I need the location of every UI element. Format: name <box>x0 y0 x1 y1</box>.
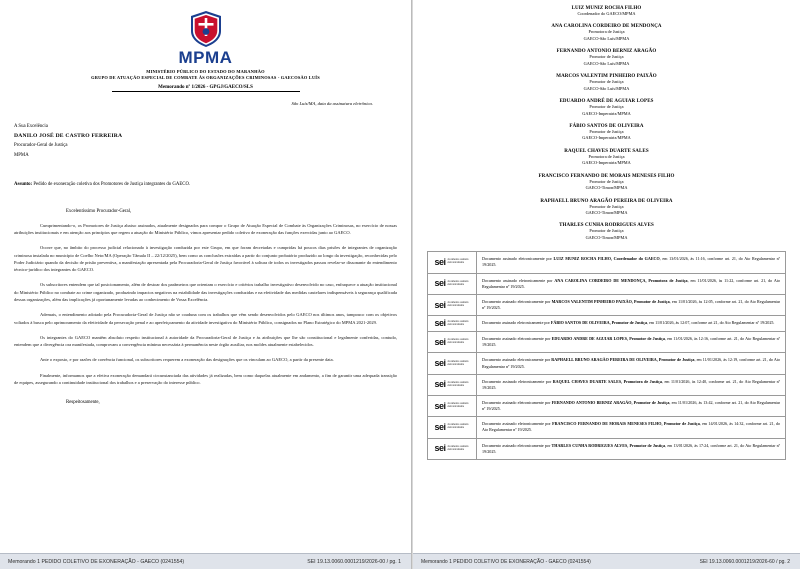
stamp-person: FERNANDO ANTONIO BERNIZ ARAGÃO, Promotor de Justiça <box>551 400 670 405</box>
stamp-person: FÁBIO SANTOS DE OLIVEIRA, Promotor de Justiça <box>550 320 647 326</box>
signature-entry <box>427 74 786 92</box>
signature-entry <box>427 199 786 217</box>
signature-role: Promotor de Justiça <box>589 104 624 110</box>
signature-entry <box>427 174 786 192</box>
sei-signature-stamp <box>427 375 786 396</box>
signature-entry <box>427 6 786 17</box>
mpma-crest-icon <box>189 10 223 48</box>
body-paragraph: Ocorre que, no âmbito do processo judicial relacionado à investigação conduzida por este Grupo, em que foram decretadas e cumpridas há poucos dias prisões de integrantes de organização criminosa instalada no município de Coelho Neto/MA (Operação Tâmala II – 22/12/2025), bem como as conclusões extraídas a partir do conjunto probatório produzido ao longo da investigação, reconhecidas pelo Poder Judiciário quando da decisão de prisão preventiva, a manifestação apresentada pela Procuradoria-Geral de Justiça favorável à soltura de todos os investigados passou revelar-se dissonante do entendimento técnico-jurídico dos integrantes do GAECO. <box>14 245 397 273</box>
stamp-prefix: Documento assinado eletronicamente por <box>482 320 551 326</box>
sei-badge-caption: documento assinado eletronicamente <box>447 359 469 366</box>
sei-badge-icon <box>428 332 477 352</box>
footer-sei-reference: SEI 19.13.0060.0001219/2026-00 / pg. 1 <box>307 558 401 565</box>
signature-role: Promotor de Justiça <box>589 128 624 134</box>
signature-name: EDUARDO ANDRÉ DE AGUIAR LOPES <box>559 99 654 105</box>
addressee-line-1: A Sua Excelência <box>14 123 48 129</box>
letterhead-logo <box>14 10 397 66</box>
sei-stamp-text <box>477 396 785 416</box>
sei-badge-caption: documento assinado eletronicamente <box>447 380 469 387</box>
vocative: Excelentíssimo Procurador-Geral, <box>66 208 132 214</box>
sei-stamp-text <box>477 332 785 352</box>
sei-signature-stamp <box>427 252 786 273</box>
institution-line-1: MINISTÉRIO PÚBLICO DO ESTADO DO MARANHÃO <box>146 69 265 74</box>
stamp-suffix: , em 11/01/2026, às 11:22, conforme art. 21, do Ato Regulamentar nº 19/2025. <box>482 277 781 289</box>
stamp-suffix: , em 11/01/2026, às 13:42, conforme art. 21, do Ato Regulamentar nº 19/2025. <box>482 400 780 412</box>
signature-entry <box>427 49 786 67</box>
logo-acronym: MPMA <box>178 48 233 67</box>
sei-badge-acronym: sei <box>434 443 446 454</box>
sei-badge-acronym: sei <box>434 299 446 310</box>
signature-entry <box>427 223 786 241</box>
signature-entry <box>427 99 786 117</box>
sei-badge-caption: documento assinado eletronicamente <box>447 423 469 430</box>
footer-document-label: Memorando 1 PEDIDO COLETIVO DE EXONERAÇÃO - GAECO (0241554) <box>8 558 185 565</box>
stamp-prefix: Documento assinado eletronicamente por <box>482 421 553 427</box>
signature-name: FERNANDO ANTONIO BERNIZ ARAGÃO <box>556 49 657 55</box>
sei-stamp-text <box>477 316 785 331</box>
signature-name: FRANCISCO FERNANDO DE MORAIS MENESES FILHO <box>538 173 675 179</box>
sei-stamp-text <box>477 417 785 437</box>
sei-badge-icon <box>428 353 477 373</box>
sei-badge-icon <box>428 274 477 294</box>
electronic-signature-stamps <box>427 251 786 460</box>
stamp-suffix: , em 11/01/2026, às 12:07, conforme art 21, do Ato Regulamentar nº 19/2025. <box>647 320 775 326</box>
sei-badge-acronym: sei <box>434 278 446 289</box>
sei-badge-acronym: sei <box>434 318 446 329</box>
signature-role: Promotor de Justiça <box>589 203 624 209</box>
stamp-prefix: Documento assinado eletronicamente por <box>482 298 552 304</box>
sei-signature-stamp <box>427 332 786 353</box>
sei-stamp-text <box>477 375 785 395</box>
stamp-person: EDUARDO ANDRE DE AGUIAR LOPES, Promotor de Justiça <box>551 336 665 342</box>
stamp-prefix: Documento assinado eletronicamente por <box>482 400 552 405</box>
sei-badge-icon <box>428 375 477 395</box>
signature-role: Promotor de Justiça <box>589 54 624 60</box>
sei-stamp-text <box>477 295 785 315</box>
sei-badge-icon <box>428 396 477 416</box>
signature-entry <box>427 24 786 42</box>
stamp-prefix: Documento assinado eletronicamente por <box>482 378 553 384</box>
signature-unit: GAECO-Imperatriz/MPMA <box>582 160 631 166</box>
stamp-prefix: Documento assinado eletronicamente por <box>482 357 552 363</box>
footer-document-label: Memorando 1 PEDIDO COLETIVO DE EXONERAÇÃO - GAECO (0241554) <box>421 558 591 565</box>
signature-name: THARLES CUNHA RODRIGUES ALVES <box>559 223 654 229</box>
sei-badge-icon <box>428 417 477 437</box>
sei-badge-icon <box>428 439 477 459</box>
signature-role: Coordenador do GAECO/MPMA <box>577 11 636 16</box>
stamp-person: RAPHAELL BRUNO ARAGÃO PEREIRA DE OLIVEIRA, Promotor de Justiça <box>551 357 695 363</box>
body-paragraph: Cumprimentando-o, os Promotores de Justiça abaixo assinados, atualmente designados para compor o Grupo de Atuação Especial de Combate às Organizações Criminosas, no exercício de nossas atribuições institucionais e em atenção aos princípios que regem a atuação do Ministério Público, vimos apresentar pedido coletivo de exoneração das funções exercidas junto ao GAECO. <box>14 222 397 235</box>
signature-name: FÁBIO SANTOS DE OLIVEIRA <box>569 123 644 129</box>
signature-role: Promotor de Justiça <box>589 228 624 234</box>
sei-badge-caption: documento assinado eletronicamente <box>447 402 469 409</box>
sei-badge-caption: documento assinado eletronicamente <box>447 279 469 286</box>
signature-name: ANA CAROLINA CORDEIRO DE MENDONÇA <box>551 24 662 30</box>
signature-unit: GAECO-Imperatriz/MPMA <box>582 135 631 141</box>
stamp-prefix: Documento assinado eletronicamente por <box>482 442 552 448</box>
place-date: São Luís/MA, data da assinatura eletrônica. <box>291 100 373 106</box>
subject-label: Assunto: <box>14 181 33 187</box>
sei-badge-acronym: sei <box>434 358 446 369</box>
subject-text: Pedido de exoneração coletiva dos Promotores de Justiça integrantes do GAECO. <box>32 181 191 187</box>
sei-badge-caption: documento assinado eletronicamente <box>447 301 469 308</box>
institution-line-2: GRUPO DE ATUAÇÃO ESPECIAL DE COMBATE ÀS ORGANIZAÇÕES CRIMINOSAS - GAECOSÃO LUÍS <box>91 75 320 81</box>
sei-stamp-text <box>477 439 785 459</box>
sei-stamp-text <box>477 353 785 373</box>
sei-signature-stamp <box>427 295 786 316</box>
stamp-person: LUIZ MUNIZ ROCHA FILHO, Coordenador do GAECO <box>553 256 660 262</box>
signature-unit: GAECO-Timon/MPMA <box>585 234 628 240</box>
addressee-org: MPMA <box>14 152 29 158</box>
stamp-suffix: , em 13/01/2026, às 17:24, conforme art. 21, do Ato Regulamentar nº 19/2025. <box>482 442 780 454</box>
body-paragraph: Ademais, o entendimento adotado pela Procuradoria-Geral de Justiça não se coaduna com os trabalhos que vêm sendo desenvolvidos pelo GAECO nos últimos anos, tampouco com os objetivos voltados à busca pelo aprimoramento da efetividade da persecução penal e ao aperfeiçoamento da atividade investigativa do Ministério Público, consignados no Plano Estratégico do MPMA 2021-2029. <box>14 312 397 325</box>
sei-badge-acronym: sei <box>434 256 446 267</box>
sei-signature-stamp <box>427 274 786 295</box>
sei-badge-caption: documento assinado eletronicamente <box>447 338 469 345</box>
stamp-prefix: Documento assinado eletronicamente por <box>482 256 554 262</box>
sei-badge-acronym: sei <box>434 379 446 390</box>
memo-number: Memorando nº 1/2026 - GPGJ/GAECO/SLS <box>158 84 253 90</box>
stamp-suffix: , em 11/01/2026, às 12:16, conforme art. 21, do Ato Regulamentar nº 19/2025. <box>482 336 780 348</box>
footer-sei-reference: SEI 19.13.0060.0001219/2026-60 / pg. 2 <box>699 558 790 565</box>
signature-role: Promotor de Justiça <box>589 79 624 85</box>
sei-badge-icon <box>428 316 477 331</box>
signature-name: MARCOS VALENTIM PINHEIRO PAIXÃO <box>556 74 657 80</box>
signature-unit: GAECO-São Luís/MPMA <box>583 85 630 91</box>
signature-role: Promotor de Justiça <box>589 178 624 184</box>
document-page-2 <box>413 0 800 569</box>
header-divider <box>112 91 300 92</box>
stamp-person: RAQUEL CHAVES DUARTE SALES, Promotora de Justiça <box>552 378 662 384</box>
sei-badge-caption: documento assinado eletronicamente <box>447 444 469 451</box>
stamp-suffix: , em 14/01/2026, às 14:32, conforme art. 21, do Ato Regulamentar nº 19/2025. <box>482 421 781 433</box>
sei-stamp-text <box>477 252 785 272</box>
signature-entry <box>427 124 786 142</box>
sei-stamp-text <box>477 274 785 294</box>
stamp-suffix: , em 11/01/2026, às 12:40, conforme art. 21, do Ato Regulamentar nº 19/2025. <box>482 378 780 390</box>
signature-unit: GAECO-Timon/MPMA <box>585 210 628 215</box>
sei-badge-caption: documento assinado eletronicamente <box>447 319 469 326</box>
sei-signature-stamp <box>427 353 786 374</box>
signature-name: RAPHAELL BRUNO ARAGÃO PEREIRA DE OLIVEIRA <box>540 198 673 204</box>
sei-badge-acronym: sei <box>434 421 446 432</box>
signature-unit: GAECO-São Luís/MPMA <box>583 35 630 41</box>
signature-name: RAQUEL CHAVES DUARTE SALES <box>564 148 649 154</box>
body-paragraph: Ante o exposto, e por razões de coerência funcional, os subscritores requerem a exoneração das designações que os vinculam ao GAECO, a partir da presente data. <box>40 357 334 363</box>
stamp-prefix: Documento assinado eletronicamente por <box>482 277 555 283</box>
signature-unit: GAECO-Timon/MPMA <box>585 185 628 191</box>
sei-badge-acronym: sei <box>434 336 446 347</box>
sei-signature-stamp <box>427 396 786 417</box>
signature-unit: GAECO-Imperatriz/MPMA <box>582 110 631 116</box>
body-paragraph: Os integrantes do GAECO mantêm absoluto respeito institucional à autoridade da Procuradoria-Geral de Justiça e às atribuições que lhe são constitucional e legalmente conferidas, contudo, entendem que a divergência ora manifestada, comprovam a convergência mínima necessária à permanência neste órgão auxiliar, nos moldes atualmente estabelecidos. <box>14 334 397 348</box>
sei-signature-stamp <box>427 316 786 332</box>
stamp-suffix: , em 11/01/2026, às 12:05, conforme art. 21, do Ato Regulamentar nº 19/2025. <box>482 298 781 311</box>
sei-badge-icon <box>428 295 477 315</box>
body-paragraph: Finalmente, informamos que a efetiva exoneração demandará circunstanciada das atividades já realizadas, bem como daquelas atualmente em andamento, a fim de garantir uma adequada transição de equipes, assegurando a continuidade institucional dos trabalhos e a preservação do interesse público. <box>14 372 397 385</box>
signature-list <box>427 6 786 241</box>
sei-signature-stamp <box>427 417 786 438</box>
body-paragraph: Os subscritores entendem que tal posicionamento, além de destoar dos parâmetros que orientam o exercício e critérios trabalho investigativo desenvolvido no caso, enfraquece a atuação institucional do Ministério Público no combate ao crime organizado, produzindo impactos negativos na estabilidade das investigações conduzidas e na efetividade das medidas cautelares indispensáveis à segurança qualificada dessas organizações, além das implicações já oportunamente levadas ao conhecimento de Vossa Excelência. <box>14 282 397 302</box>
signature-entry <box>427 149 786 167</box>
stamp-person: ANA CAROLINA CORDEIRO DE MENDONÇA, Promotora de Justiça <box>554 277 688 283</box>
sei-badge-caption: documento assinado eletronicamente <box>447 258 469 265</box>
page-2-footer <box>413 553 800 569</box>
addressee-role: Procurador-Geral de Justiça <box>14 143 68 149</box>
sei-badge-acronym: sei <box>434 400 446 411</box>
closing-salutation: Respeitosamente, <box>66 400 100 406</box>
signature-unit: GAECO-São Luís/MPMA <box>583 60 630 66</box>
institution-header <box>14 69 397 82</box>
stamp-person: FRANCISCO FERNANDO DE MORAIS MENESES FILHO, Promotor de Justiça <box>552 421 700 427</box>
page-1-footer <box>0 553 411 569</box>
subject-line <box>14 182 397 187</box>
stamp-suffix: , em 11/01/2026, às 12:19, conforme art. 21, do Ato Regulamentar nº 19/2025. <box>482 357 781 369</box>
addressee-name: DANILO JOSÉ DE CASTRO FERREIRA <box>14 132 123 139</box>
sei-signature-stamp <box>427 439 786 460</box>
stamp-person: MARCOS VALENTIM PINHEIRO PAIXÃO, Promotor de Justiça <box>551 298 670 304</box>
signature-role: Promotora de Justiça <box>588 29 625 35</box>
stamp-prefix: Documento assinado eletronicamente por <box>482 336 552 342</box>
stamp-person: THARLES CUNHA RODRIGUES ALVES, Promotor de Justiça <box>551 442 666 448</box>
addressee-block <box>14 122 397 160</box>
signature-name: LUIZ MUNIZ ROCHA FILHO <box>571 6 642 11</box>
stamp-suffix: , em 13/01/2026, às 11:16, conforme art. 21, do Ato Regulamentar nº 19/2025. <box>482 256 780 268</box>
signature-role: Promotora de Justiça <box>588 153 625 159</box>
sei-badge-icon <box>428 252 477 272</box>
